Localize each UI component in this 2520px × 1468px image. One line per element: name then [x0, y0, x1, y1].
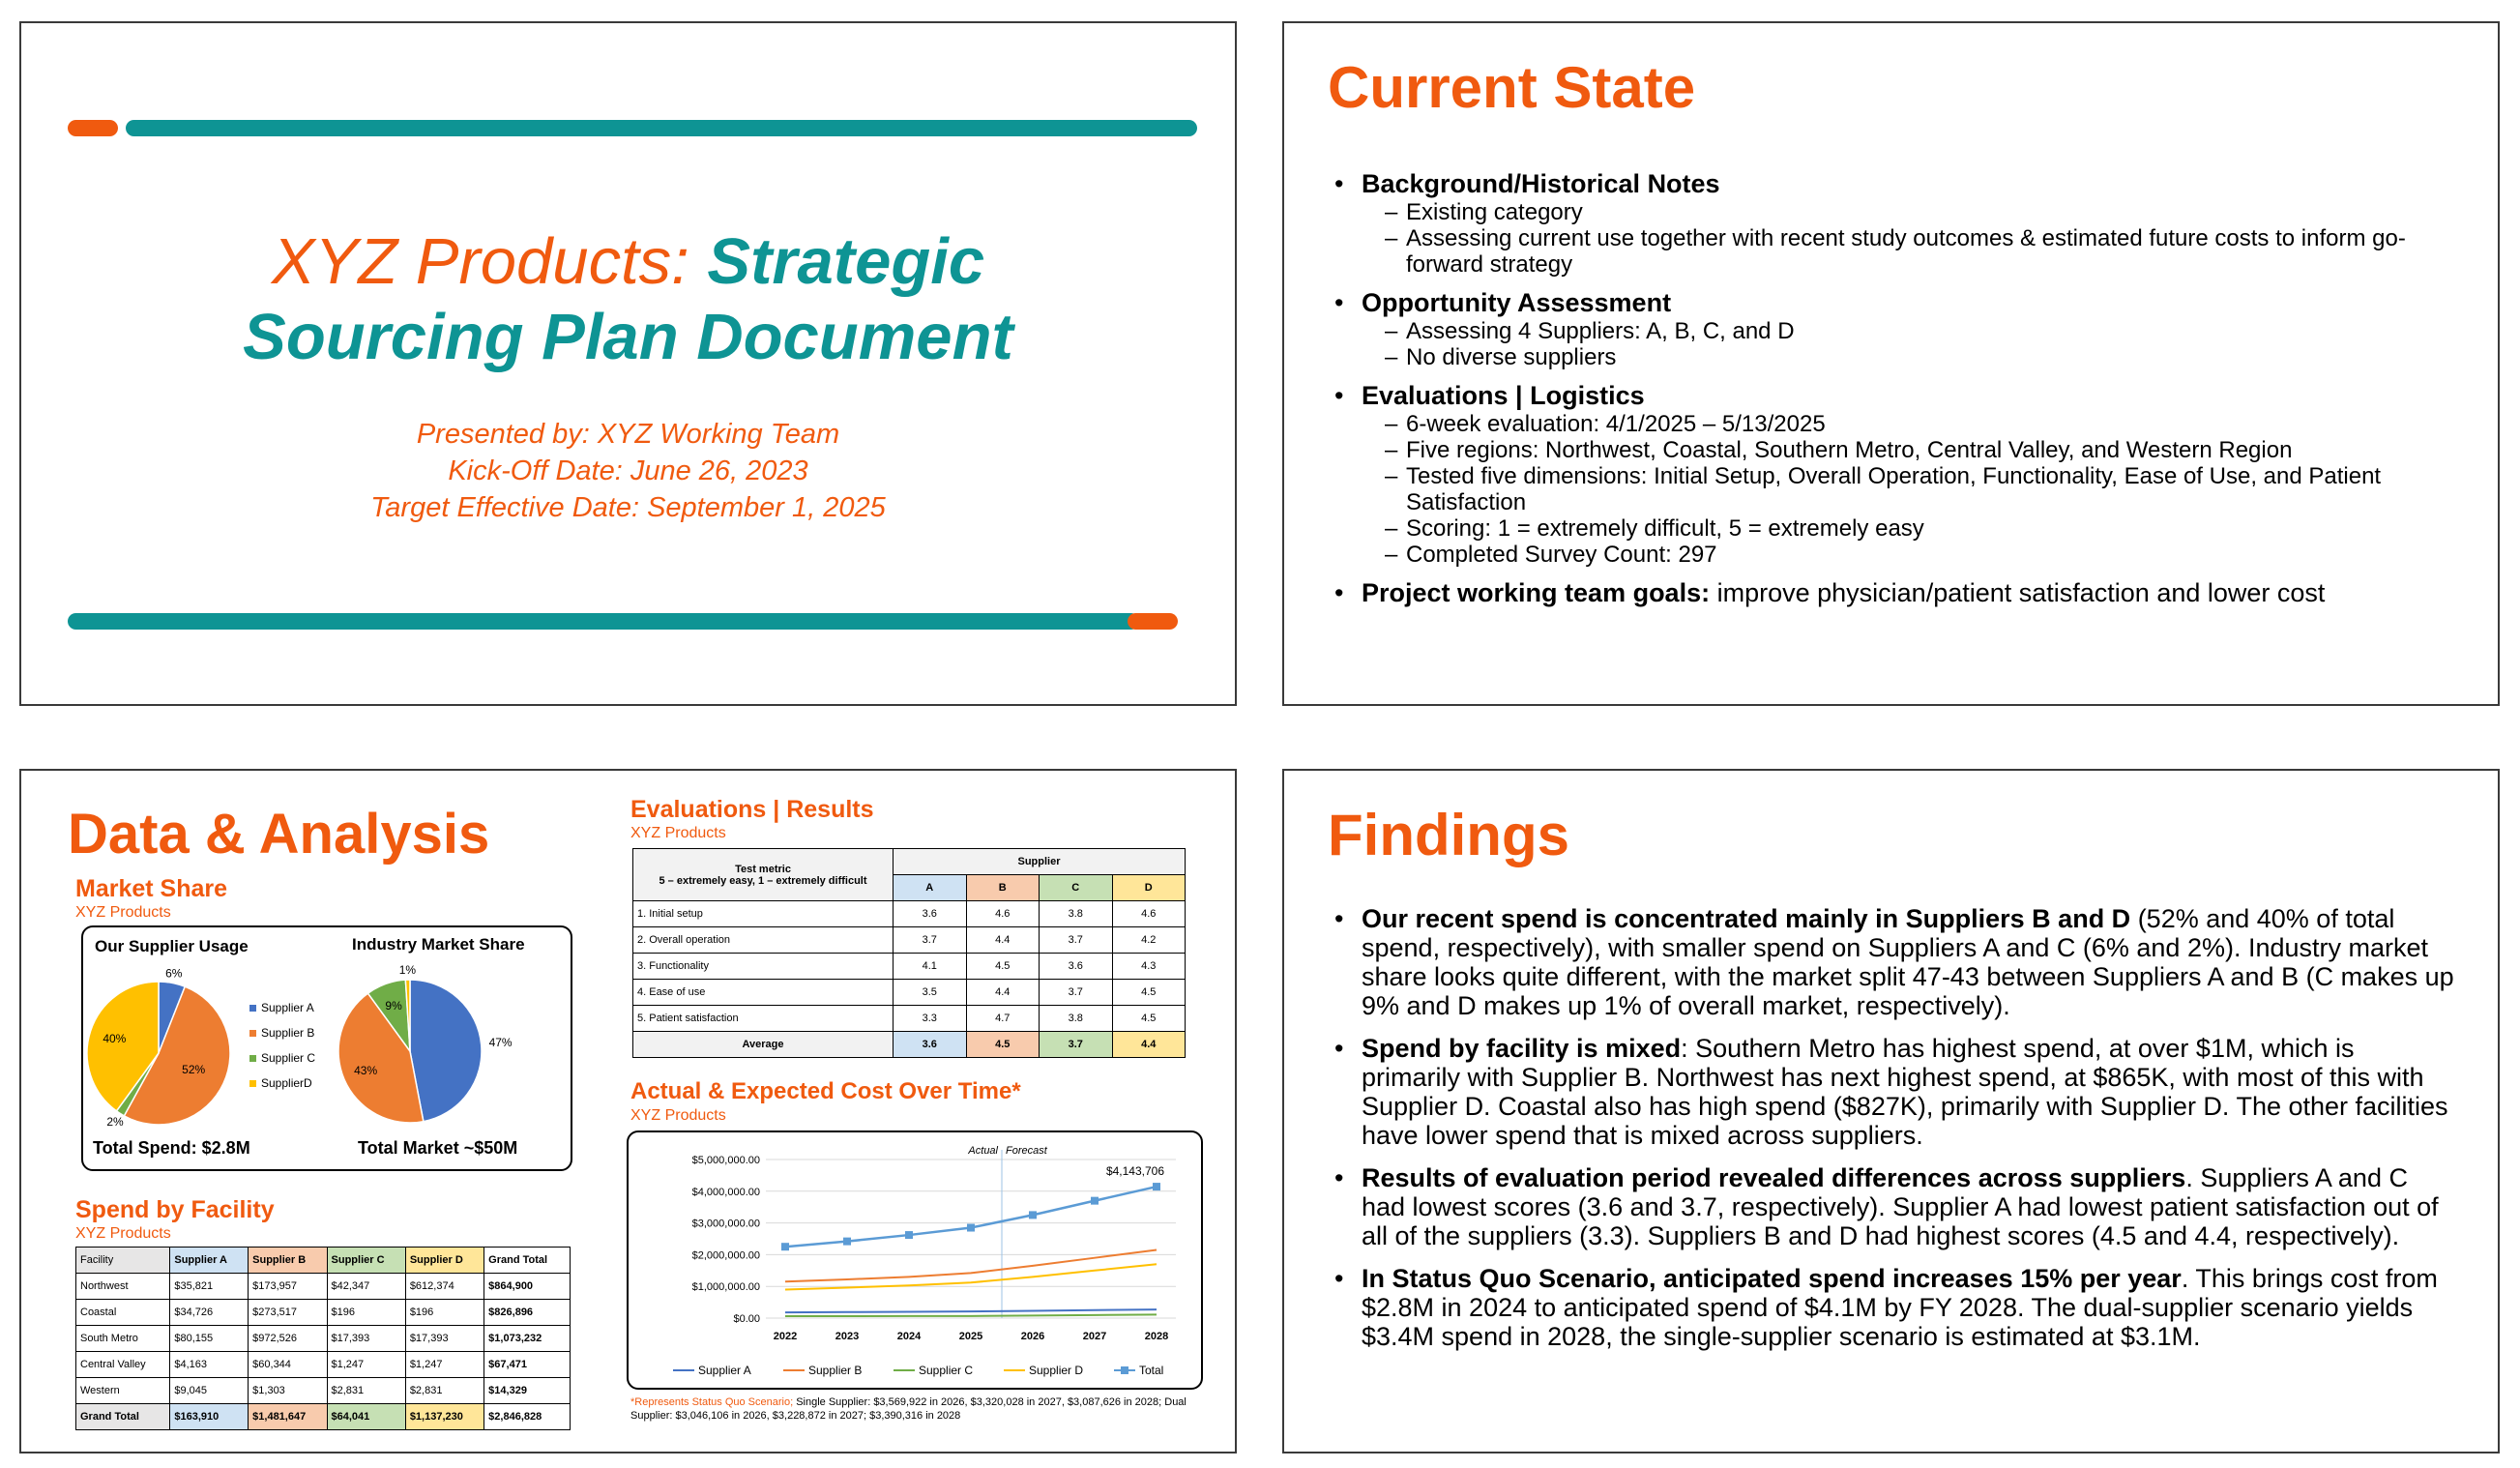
- score-cell: 4.6: [1112, 901, 1186, 927]
- header-cell: Supplier C: [327, 1248, 405, 1274]
- score-cell: 4.2: [1112, 927, 1186, 954]
- cost-chart-panel: [627, 1130, 1203, 1390]
- list-item: [1334, 1163, 2456, 1250]
- data-point: [905, 1231, 913, 1239]
- score-cell: 3.6: [1040, 954, 1113, 980]
- average-label: Average: [633, 1032, 894, 1058]
- table-header-row: [633, 849, 1186, 875]
- current-state-list: [1334, 168, 2417, 608]
- grand-total-cell: $1,137,230: [405, 1404, 483, 1430]
- cost-line-chart: [629, 1132, 1201, 1388]
- table-row: [76, 1352, 571, 1378]
- spend-cell: $60,344: [249, 1352, 327, 1378]
- pie-label: 40%: [103, 1032, 127, 1046]
- finding-text: . Suppliers A and C had lowest scores (3.6 and 3.7, respectively). Supplier A had lowest patient satisfaction out of all of the suppliers (3.3). Suppliers B and D had highest scores (4.5 and 4.4, respectively).: [1362, 1163, 2439, 1250]
- score-cell: 4.1: [894, 954, 967, 980]
- average-cell: 3.7: [1040, 1032, 1113, 1058]
- finding-bold: Spend by facility is mixed: [1362, 1034, 1682, 1063]
- spend-cell: $9,045: [170, 1378, 249, 1404]
- header-cell: Supplier A: [170, 1248, 249, 1274]
- column-header: B: [966, 875, 1040, 901]
- data-point: [1029, 1211, 1037, 1218]
- score-cell: 4.5: [1112, 980, 1186, 1006]
- facility-name-cell: South Metro: [76, 1326, 170, 1352]
- x-tick-label: 2028: [1144, 1331, 1169, 1342]
- list-item: [1334, 287, 2417, 370]
- slide-data-analysis: [19, 769, 1237, 1453]
- score-cell: 3.6: [894, 901, 967, 927]
- table-row: [633, 980, 1186, 1006]
- sub-item: – 6-week evaluation: 4/1/2025 – 5/13/2025: [1362, 411, 2417, 437]
- slide-title: [19, 21, 1237, 706]
- evaluations-title: Evaluations | Results: [630, 796, 874, 823]
- grand-total-cell: $1,481,647: [249, 1404, 327, 1430]
- evaluations-table: [632, 848, 1186, 1058]
- spend-cell: $14,329: [484, 1378, 571, 1404]
- facility-subtitle: XYZ Products: [75, 1225, 171, 1242]
- spend-cell: $4,163: [170, 1352, 249, 1378]
- spend-cell: $17,393: [327, 1326, 405, 1352]
- facility-table: [75, 1247, 571, 1430]
- series-line: [785, 1309, 1157, 1312]
- finding-text: (52% and 40% of total spend, respectively), with smaller spend on Suppliers A and C (6% and 2%). Industry market share looks quite different, with the market split 47-43 between Suppliers A and B (C makes up 9% and D makes up 1% of overall market, respectively).: [1362, 904, 2454, 1020]
- score-cell: 4.4: [966, 980, 1040, 1006]
- header-cell: Grand Total: [484, 1248, 571, 1274]
- finding-bold: Results of evaluation period revealed differences across suppliers: [1362, 1163, 2186, 1192]
- pie-label: 6%: [165, 966, 183, 981]
- series-line: [785, 1264, 1157, 1289]
- metric-cell: 3. Functionality: [633, 954, 894, 980]
- accent-bar-top-left: [68, 120, 118, 136]
- grand-total-row: [76, 1404, 571, 1430]
- footnote-text: Single Supplier: $3,569,922 in 2026, $3,320,028 in 2027, $3,087,626 in 2028; Dual Supplier: $3,046,106 in 2026, $3,228,872 in 2027; $3,390,316 in 2028: [630, 1396, 1187, 1422]
- list-item: [1334, 904, 2456, 1020]
- pie-label: 47%: [488, 1036, 513, 1050]
- data-point: [1091, 1197, 1099, 1205]
- spend-cell: $67,471: [484, 1352, 571, 1378]
- header-cell: Supplier D: [405, 1248, 483, 1274]
- kickoff-date: Kick-Off Date: June 26, 2023: [448, 455, 808, 486]
- grand-total-label: Grand Total: [76, 1404, 170, 1430]
- score-cell: 3.8: [1040, 1006, 1113, 1032]
- pie-label: 52%: [182, 1063, 206, 1077]
- sub-item: – Completed Survey Count: 297: [1362, 542, 2417, 568]
- spend-cell: $173,957: [249, 1274, 327, 1300]
- spend-cell: $2,831: [405, 1378, 483, 1404]
- cost-subtitle: XYZ Products: [630, 1107, 726, 1124]
- sub-item: – Assessing 4 Suppliers: A, B, C, and D: [1362, 318, 2417, 344]
- score-cell: 4.7: [966, 1006, 1040, 1032]
- metric-header-line1: Test metric: [735, 863, 791, 875]
- list-item: [1334, 1264, 2456, 1351]
- grand-total-cell: $163,910: [170, 1404, 249, 1430]
- slide-heading: Data & Analysis: [68, 803, 490, 866]
- legend-label: Supplier A: [698, 1364, 751, 1377]
- y-tick-label: $1,000,000.00: [691, 1281, 760, 1294]
- sub-item: – Existing category: [1362, 199, 2417, 225]
- total-market: Total Market ~$50M: [358, 1138, 518, 1158]
- legend-swatch: [249, 1005, 256, 1012]
- legend-label: Supplier A: [261, 1001, 314, 1014]
- spend-cell: $17,393: [405, 1326, 483, 1352]
- data-point: [967, 1224, 975, 1232]
- bullet-label: Background/Historical Notes: [1362, 169, 1720, 198]
- cost-title: Actual & Expected Cost Over Time*: [630, 1078, 1021, 1104]
- metric-header: [633, 849, 894, 901]
- facility-name-cell: Western: [76, 1378, 170, 1404]
- actual-label: Actual: [968, 1145, 998, 1157]
- pie-label: 9%: [385, 998, 402, 1013]
- bullet-label: Project working team goals:: [1362, 578, 1711, 607]
- header-cell: Facility: [76, 1248, 170, 1274]
- pie-label: 2%: [106, 1114, 124, 1129]
- list-item: [1334, 168, 2417, 278]
- score-cell: 3.5: [894, 980, 967, 1006]
- sub-item: – No diverse suppliers: [1362, 344, 2417, 370]
- table-row: [76, 1300, 571, 1326]
- table-row: [633, 927, 1186, 954]
- finding-text: : Southern Metro has highest spend, at over $1M, which is primarily with Supplier B. Northwest has next highest spend, at $865K, with most of this with Supplier D. Coastal also has high spend ($827K), primarily with Supplier D. The other facilities have lower spend that is mixed across suppliers.: [1362, 1034, 2448, 1150]
- facility-name-cell: Central Valley: [76, 1352, 170, 1378]
- market-share-subtitle: XYZ Products: [75, 904, 171, 921]
- title-line2: Sourcing Plan Document: [243, 301, 1013, 373]
- sub-item: – Five regions: Northwest, Coastal, Southern Metro, Central Valley, and Western Region: [1362, 437, 2417, 463]
- legend-swatch: [249, 1055, 256, 1062]
- sub-item: – Tested five dimensions: Initial Setup, Overall Operation, Functionality, Ease of Use, and Patient Satisfaction: [1362, 463, 2417, 515]
- legend-label: Total: [1139, 1364, 1164, 1377]
- score-cell: 4.5: [966, 954, 1040, 980]
- bullet-text: improve physician/patient satisfaction and lower cost: [1710, 578, 2326, 607]
- score-cell: 4.5: [1112, 1006, 1186, 1032]
- pie-label: 43%: [354, 1063, 378, 1077]
- pie-slice: [410, 980, 482, 1122]
- average-cell: 4.5: [966, 1032, 1040, 1058]
- legend-label: Supplier C: [919, 1364, 974, 1377]
- column-header: D: [1112, 875, 1186, 901]
- y-tick-label: $0.00: [733, 1313, 760, 1325]
- accent-bar-bottom-right: [1128, 613, 1178, 630]
- score-cell: 3.8: [1040, 901, 1113, 927]
- average-cell: 4.4: [1112, 1032, 1186, 1058]
- data-point: [1153, 1183, 1160, 1190]
- market-share-title: Market Share: [75, 875, 228, 902]
- forecast-label: Forecast: [1006, 1145, 1047, 1157]
- table-row: [633, 1006, 1186, 1032]
- data-label: $4,143,706: [1105, 1164, 1164, 1179]
- facility-name-cell: Northwest: [76, 1274, 170, 1300]
- metric-cell: 1. Initial setup: [633, 901, 894, 927]
- table-row: [76, 1326, 571, 1352]
- table-header-row: [76, 1248, 571, 1274]
- average-cell: 3.6: [894, 1032, 967, 1058]
- cost-footnote: [630, 1395, 1211, 1423]
- column-header: A: [894, 875, 967, 901]
- market-share-panel: [81, 925, 572, 1171]
- score-cell: 4.4: [966, 927, 1040, 954]
- metric-cell: 5. Patient satisfaction: [633, 1006, 894, 1032]
- presentation-title: [21, 224, 1235, 375]
- score-cell: 3.3: [894, 1006, 967, 1032]
- x-tick-label: 2022: [773, 1331, 798, 1342]
- spend-cell: $196: [327, 1300, 405, 1326]
- spend-cell: $864,900: [484, 1274, 571, 1300]
- legend-label: Supplier D: [1029, 1364, 1084, 1377]
- spend-cell: $80,155: [170, 1326, 249, 1352]
- spend-cell: $42,347: [327, 1274, 405, 1300]
- list-item: [1334, 380, 2417, 568]
- supplier-header: Supplier: [894, 849, 1186, 875]
- slide-heading: Current State: [1328, 55, 1696, 120]
- spend-cell: $35,821: [170, 1274, 249, 1300]
- legend-label: Supplier B: [261, 1026, 315, 1040]
- y-tick-label: $4,000,000.00: [691, 1186, 760, 1198]
- y-tick-label: $3,000,000.00: [691, 1218, 760, 1230]
- pie-label: 1%: [398, 963, 417, 978]
- bullet-label: Evaluations | Logistics: [1362, 381, 1645, 410]
- pie-charts: [83, 927, 571, 1169]
- legend-marker: [1121, 1366, 1128, 1374]
- facility-name-cell: Coastal: [76, 1300, 170, 1326]
- spend-cell: $1,303: [249, 1378, 327, 1404]
- sub-item: – Scoring: 1 = extremely difficult, 5 = extremely easy: [1362, 515, 2417, 542]
- spend-cell: $1,073,232: [484, 1326, 571, 1352]
- average-row: [633, 1032, 1186, 1058]
- finding-text: . This brings cost from $2.8M in 2024 to anticipated spend of $4.1M by FY 2028. The dual-supplier scenario yields $3.4M spend in 2028, the single-supplier scenario is estimated at $3.1M.: [1362, 1264, 2438, 1351]
- table-row: [76, 1274, 571, 1300]
- table-row: [633, 954, 1186, 980]
- finding-bold: In Status Quo Scenario, anticipated spend increases 15% per year: [1362, 1264, 2182, 1293]
- spend-cell: $2,831: [327, 1378, 405, 1404]
- accent-bar-top: [126, 120, 1197, 136]
- series-line: [785, 1314, 1157, 1316]
- target-date: Target Effective Date: September 1, 2025: [370, 492, 886, 523]
- evaluations-subtitle: XYZ Products: [630, 825, 726, 841]
- x-tick-label: 2027: [1082, 1331, 1107, 1342]
- legend-swatch: [249, 1030, 256, 1037]
- data-point: [781, 1243, 789, 1250]
- y-tick-label: $2,000,000.00: [691, 1249, 760, 1262]
- table-row: [633, 901, 1186, 927]
- x-tick-label: 2025: [958, 1331, 983, 1342]
- slide-heading: Findings: [1328, 803, 1569, 867]
- footnote-highlight: *Represents Status Quo Scenario;: [630, 1396, 794, 1408]
- slide-current-state: [1282, 21, 2500, 706]
- legend-label: SupplierD: [261, 1076, 312, 1090]
- score-cell: 4.3: [1112, 954, 1186, 980]
- sub-item: – Assessing current use together with recent study outcomes & estimated future costs to inform go-forward strategy: [1362, 225, 2417, 278]
- accent-bar-bottom: [68, 613, 1139, 630]
- spend-cell: $1,247: [327, 1352, 405, 1378]
- industry-title: Industry Market Share: [352, 935, 525, 954]
- title-part2: Strategic: [707, 225, 985, 298]
- facility-title: Spend by Facility: [75, 1196, 275, 1223]
- x-tick-label: 2026: [1020, 1331, 1045, 1342]
- slide-findings: [1282, 769, 2500, 1453]
- findings-list: [1334, 904, 2456, 1351]
- grand-total-cell: $64,041: [327, 1404, 405, 1430]
- legend-label: Supplier C: [261, 1051, 316, 1065]
- metric-cell: 2. Overall operation: [633, 927, 894, 954]
- list-item: [1334, 1034, 2456, 1150]
- column-header: C: [1040, 875, 1113, 901]
- grand-total-cell: $2,846,828: [484, 1404, 571, 1430]
- title-part1: XYZ Products:: [271, 225, 708, 298]
- x-tick-label: 2023: [835, 1331, 860, 1342]
- spend-cell: $196: [405, 1300, 483, 1326]
- score-cell: 3.7: [894, 927, 967, 954]
- x-tick-label: 2024: [896, 1331, 922, 1342]
- spend-cell: $1,247: [405, 1352, 483, 1378]
- y-tick-label: $5,000,000.00: [691, 1155, 760, 1166]
- legend-label: Supplier B: [808, 1364, 863, 1377]
- list-item: [1334, 577, 2417, 608]
- total-spend: Total Spend: $2.8M: [93, 1138, 250, 1158]
- metric-header-line2: 5 – extremely easy, 1 – extremely difficult: [659, 874, 867, 887]
- spend-cell: $273,517: [249, 1300, 327, 1326]
- header-cell: Supplier B: [249, 1248, 327, 1274]
- bullet-label: Opportunity Assessment: [1362, 288, 1672, 317]
- finding-bold: Our recent spend is concentrated mainly in Suppliers B and D: [1362, 904, 2131, 933]
- score-cell: 3.7: [1040, 927, 1113, 954]
- series-line: [785, 1187, 1157, 1247]
- spend-cell: $826,896: [484, 1300, 571, 1326]
- data-point: [843, 1238, 851, 1246]
- usage-title: Our Supplier Usage: [95, 937, 249, 955]
- spend-cell: $34,726: [170, 1300, 249, 1326]
- legend-swatch: [249, 1080, 256, 1087]
- score-cell: 3.7: [1040, 980, 1113, 1006]
- table-row: [76, 1378, 571, 1404]
- presented-by: Presented by: XYZ Working Team: [416, 419, 840, 450]
- metric-cell: 4. Ease of use: [633, 980, 894, 1006]
- score-cell: 4.6: [966, 901, 1040, 927]
- spend-cell: $612,374: [405, 1274, 483, 1300]
- spend-cell: $972,526: [249, 1326, 327, 1352]
